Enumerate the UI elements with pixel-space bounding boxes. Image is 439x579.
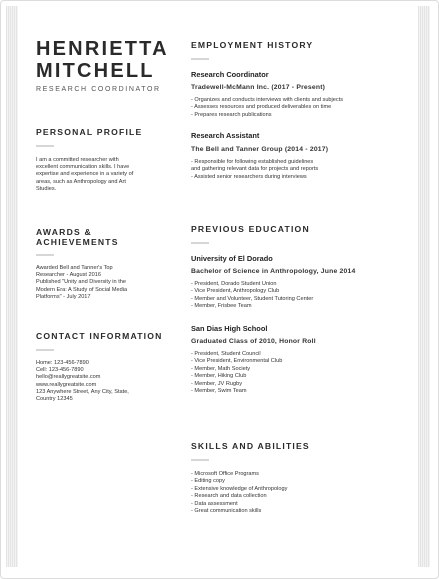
school-name: San Dias High School: [191, 324, 268, 333]
list-item: - Member, JV Rugby: [191, 381, 282, 388]
name-last: MITCHELL: [36, 60, 155, 82]
list-item: - President, Dorado Student Union: [191, 281, 313, 288]
contact-cell-phone: Cell: 123-456-7890: [36, 367, 84, 374]
profile-line: areas, such as Anthropology and Art: [36, 178, 126, 185]
contact-heading: CONTACT INFORMATION: [36, 331, 163, 341]
page-edge-left: [6, 6, 18, 567]
skills-heading: SKILLS AND ABILITIES: [191, 441, 310, 451]
list-item: - Member, Swim Team: [191, 388, 282, 395]
education-heading: PREVIOUS EDUCATION: [191, 224, 310, 234]
list-item: - Member, Math Society: [191, 366, 282, 373]
personal-profile-heading: PERSONAL PROFILE: [36, 127, 143, 137]
school-activities-list: [191, 281, 313, 311]
job-company: The Bell and Tanner Group (2014 - 2017): [191, 146, 329, 153]
list-item: - Member, Hiking Club: [191, 373, 282, 380]
school-degree: Bachelor of Science in Anthropology, June 2014: [191, 268, 356, 275]
section-divider: [36, 254, 54, 256]
school-name: University of El Dorado: [191, 254, 273, 263]
list-item: - Great communication skills: [191, 508, 287, 515]
section-divider: [191, 58, 209, 60]
school-degree: Graduated Class of 2010, Honor Roll: [191, 338, 316, 345]
list-item: - Data assessment: [191, 501, 287, 508]
awards-text: [36, 265, 166, 301]
job-role: Research Coordinator: [191, 70, 269, 79]
award-line: Modern Era: A Study of Social Media: [36, 286, 128, 293]
list-item: - Research and data collection: [191, 493, 287, 500]
contact-block: [36, 360, 166, 403]
list-item: - Assisted senior researchers during interviews: [191, 174, 318, 181]
list-item: - Member and Volunteer, Student Tutoring Center: [191, 296, 313, 303]
list-item: - Extensive knowledge of Anthropology: [191, 486, 287, 493]
name-first: HENRIETTA: [36, 38, 169, 60]
list-item: - Editing copy: [191, 478, 287, 485]
contact-website: www.reallygreatsite.com: [36, 381, 97, 388]
contact-home-phone: Home: 123-456-7890: [36, 360, 89, 366]
skills-list: [191, 471, 287, 515]
list-item: - Vice President, Anthropology Club: [191, 288, 313, 295]
award-line: Awarded Bell and Tanner's Top: [36, 265, 113, 271]
section-divider: [36, 145, 54, 147]
list-item-text: and gathering relevant data for projects and reports: [191, 166, 319, 173]
profile-line: excellent communication skills. I have: [36, 164, 130, 171]
awards-heading-line2: ACHIEVEMENTS: [36, 237, 119, 247]
list-item: - Member, Frisbee Team: [191, 303, 313, 310]
list-item: - Vice President, Environmental Club: [191, 358, 282, 365]
list-item: - President, Student Council: [191, 351, 282, 358]
personal-profile-text: [36, 157, 166, 193]
section-divider: [191, 459, 209, 461]
award-line: Published "Unity and Diversity in the: [36, 279, 126, 286]
job-title: RESEARCH COORDINATOR: [36, 86, 161, 93]
list-item: - Microsoft Office Programs: [191, 471, 287, 478]
school-activities-list: [191, 351, 282, 395]
section-divider: [36, 349, 54, 351]
section-divider: [191, 242, 209, 244]
contact-address-line2: Country 12345: [36, 396, 73, 403]
contact-email: hello@reallygreatsite.com: [36, 374, 101, 381]
profile-line: expertise and experience in a variety of: [36, 171, 134, 178]
job-company: Tradewell-McMann Inc. (2017 - Present): [191, 84, 326, 91]
page-edge-right: [418, 6, 430, 567]
contact-address-line1: 123 Anywhere Street, Any City, State,: [36, 388, 129, 395]
employment-heading: EMPLOYMENT HISTORY: [191, 40, 314, 50]
list-item: - Responsible for following established guidelines: [191, 159, 318, 166]
list-item: - Organizes and conducts interviews with clients and subjects: [191, 97, 343, 104]
job-duties-list: [191, 97, 343, 119]
award-line: Researcher - August 2016: [36, 272, 101, 279]
awards-heading-line1: AWARDS &: [36, 227, 92, 237]
profile-line: Studies.: [36, 185, 57, 192]
list-item-continuation: [191, 166, 318, 173]
job-role: Research Assistant: [191, 131, 260, 140]
list-item: - Prepares research publications: [191, 112, 343, 119]
list-item: - Assesses resources and produced deliverables on time: [191, 104, 343, 111]
job-duties-list: [191, 159, 318, 181]
award-line: Platforms" - July 2017: [36, 293, 91, 300]
profile-line: I am a committed researcher with: [36, 157, 119, 163]
